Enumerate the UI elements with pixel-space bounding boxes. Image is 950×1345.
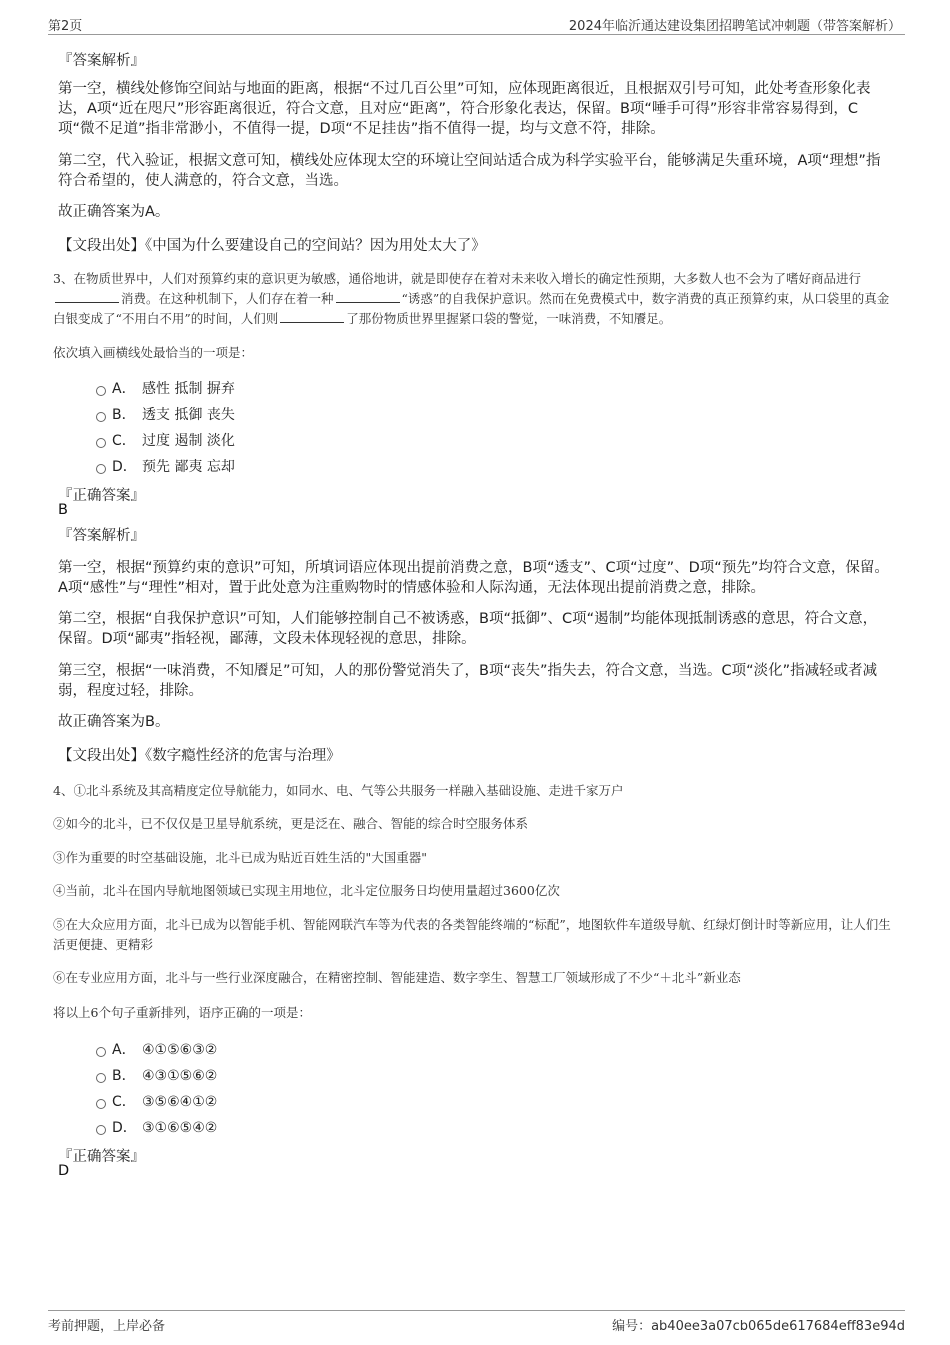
q3-option-c[interactable] bbox=[96, 430, 235, 450]
q4-option-b[interactable] bbox=[96, 1065, 217, 1085]
q3-conclusion: 故正确答案为B。 bbox=[58, 714, 170, 730]
q4-option-a[interactable] bbox=[96, 1039, 217, 1059]
q3-option-b[interactable] bbox=[96, 404, 235, 424]
q3-analysis-p2: 第二空，根据“自我保护意识”可知，人们能够控制自己不被诱惑，B项“抵御”、C项“遏制”均能体现抵制诱惑的意思，符合文意，保留。D项“鄙夷”指轻视，鄙薄，文段未体现轻视的意思，排除。 bbox=[58, 611, 878, 647]
q4-option-c[interactable] bbox=[96, 1091, 217, 1111]
option-letter: D． bbox=[112, 459, 137, 475]
q4-sentence-6: ⑥在专业应用方面，北斗与一些行业深度融合，在精密控制、智能建造、数字孪生、智慧工厂领域形成了不少“＋北斗”新业态 bbox=[53, 970, 741, 985]
radio-icon[interactable] bbox=[96, 438, 106, 448]
q2-analysis-p1: 第一空，横线处修饰空间站与地面的距离，根据“不过几百公里”可知，应体现距离很近，且根据双引号可知，此处考查形象化表达，A项“近在咫尺”形容距离很近，符合文意，且对应“距离”，符合形象化表达，保留。B项“唾手可得”形容非常容易得到，C项“微不足道”指非常渺小，不值得一提，D项“不足挂齿”指不值得一提，均与文意不符，排除。 bbox=[58, 81, 871, 137]
page-number: 第2页 bbox=[48, 19, 83, 34]
page-header bbox=[48, 14, 905, 35]
option-letter: C． bbox=[112, 433, 136, 449]
option-text: 透支 抵御 丧失 bbox=[142, 407, 235, 423]
option-text: ④①⑤⑥③② bbox=[142, 1042, 218, 1058]
radio-icon[interactable] bbox=[96, 1073, 106, 1083]
q2-analysis-p2: 第二空，代入验证，根据文意可知，横线处应体现太空的环境让空间站适合成为科学实验平台，能够满足失重环境，A项“理想”指符合希望的，使人满意的，符合文意，当选。 bbox=[58, 153, 881, 189]
q3-stem bbox=[53, 269, 898, 329]
q3-stem-part: “诱惑”的自我保护意识。然而在免费模式中，数字消费的真正预算约束，从口袋里的真金白银变成了“不用白不用”的时间，人们则 bbox=[53, 291, 890, 326]
q4-prompt: 将以上6个句子重新排列，语序正确的一项是： bbox=[53, 1005, 311, 1020]
page-footer bbox=[48, 1310, 905, 1337]
q4-sentence-5: ⑤在大众应用方面，北斗已成为以智能手机、智能网联汽车等为代表的各类智能终端的“标配”，地图软件车道级导航、红绿灯倒计时等新应用，让人们生活更便捷、更精彩 bbox=[53, 917, 891, 952]
q3-analysis-label: 『答案解析』 bbox=[58, 528, 145, 544]
q3-prompt: 依次填入画横线处最恰当的一项是： bbox=[53, 345, 254, 360]
q3-answer-label: 『正确答案』 bbox=[58, 488, 145, 504]
q4-sentence-1: 4、①北斗系统及其高精度定位导航能力，如同水、电、气等公共服务一样融入基础设施、走进千家万户 bbox=[53, 783, 624, 798]
option-text: 过度 遏制 淡化 bbox=[142, 433, 235, 449]
radio-icon[interactable] bbox=[96, 386, 106, 396]
option-letter: A． bbox=[112, 1042, 136, 1058]
q3-stem-part: 了那份物质世界里握紧口袋的警觉，一味消费，不知餍足。 bbox=[346, 311, 672, 326]
blank-1 bbox=[55, 290, 119, 303]
radio-icon[interactable] bbox=[96, 1125, 106, 1135]
q3-source: 【文段出处】《数字瘾性经济的危害与治理》 bbox=[58, 748, 341, 764]
q3-analysis-p3: 第三空，根据“一味消费，不知餍足”可知，人的那份警觉消失了，B项“丧失”指失去，符合文意，当选。C项“淡化”指减轻或者减弱，程度过轻，排除。 bbox=[58, 663, 878, 699]
option-text: ③⑤⑥④①② bbox=[142, 1094, 218, 1110]
q3-analysis-p1: 第一空，根据“预算约束的意识”可知，所填词语应体现出提前消费之意，B项“透支”、C项“过度”、D项“预先”均符合文意，保留。A项“感性”与“理性”相对，置于此处意为注重购物时的情感体验和人际沟通，无法体现出提前消费之意，排除。 bbox=[58, 560, 889, 596]
option-text: 预先 鄙夷 忘却 bbox=[142, 459, 235, 475]
q4-sentence-4: ④当前，北斗在国内导航地图领域已实现主用地位，北斗定位服务日均使用量超过3600亿次 bbox=[53, 883, 560, 898]
document-code: 编号：ab40ee3a07cb065de617684eff83e94d bbox=[612, 1319, 905, 1334]
blank-2 bbox=[336, 290, 400, 303]
q2-conclusion: 故正确答案为A。 bbox=[58, 204, 170, 220]
q2-source: 【文段出处】《中国为什么要建设自己的空间站？因为用处太大了》 bbox=[58, 238, 486, 254]
radio-icon[interactable] bbox=[96, 464, 106, 474]
option-letter: B． bbox=[112, 1068, 136, 1084]
option-letter: A． bbox=[112, 381, 136, 397]
q4-answer: D bbox=[58, 1163, 70, 1179]
option-letter: B． bbox=[112, 407, 136, 423]
q3-answer: B bbox=[58, 502, 68, 518]
option-text: ④③①⑤⑥② bbox=[142, 1068, 218, 1084]
blank-3 bbox=[280, 310, 344, 323]
q3-stem-part: 消费。在这种机制下，人们存在着一种 bbox=[121, 291, 334, 306]
q4-option-d[interactable] bbox=[96, 1117, 217, 1137]
q4-sentence-3: ③作为重要的时空基础设施，北斗已成为贴近百姓生活的"大国重器" bbox=[53, 850, 428, 865]
option-letter: C． bbox=[112, 1094, 136, 1110]
option-text: 感性 抵制 摒弃 bbox=[142, 381, 235, 397]
radio-icon[interactable] bbox=[96, 1047, 106, 1057]
q3-option-d[interactable] bbox=[96, 456, 235, 476]
radio-icon[interactable] bbox=[96, 1099, 106, 1109]
document-title: 2024年临沂通达建设集团招聘笔试冲刺题（带答案解析） bbox=[568, 19, 901, 34]
option-text: ③①⑥⑤④② bbox=[142, 1120, 218, 1136]
footer-slogan: 考前押题，上岸必备 bbox=[48, 1319, 166, 1334]
option-letter: D． bbox=[112, 1120, 137, 1136]
q2-analysis-label: 『答案解析』 bbox=[58, 53, 145, 69]
q3-stem-part: 3、在物质世界中，人们对预算约束的意识更为敏感，通俗地讲，就是即使存在着对未来收入增长的确定性预期，大多数人也不会为了嗜好商品进行 bbox=[53, 271, 861, 286]
q4-answer-label: 『正确答案』 bbox=[58, 1149, 145, 1165]
q4-sentence-2: ②如今的北斗，已不仅仅是卫星导航系统，更是泛在、融合、智能的综合时空服务体系 bbox=[53, 816, 529, 831]
q3-option-a[interactable] bbox=[96, 378, 235, 398]
radio-icon[interactable] bbox=[96, 412, 106, 422]
